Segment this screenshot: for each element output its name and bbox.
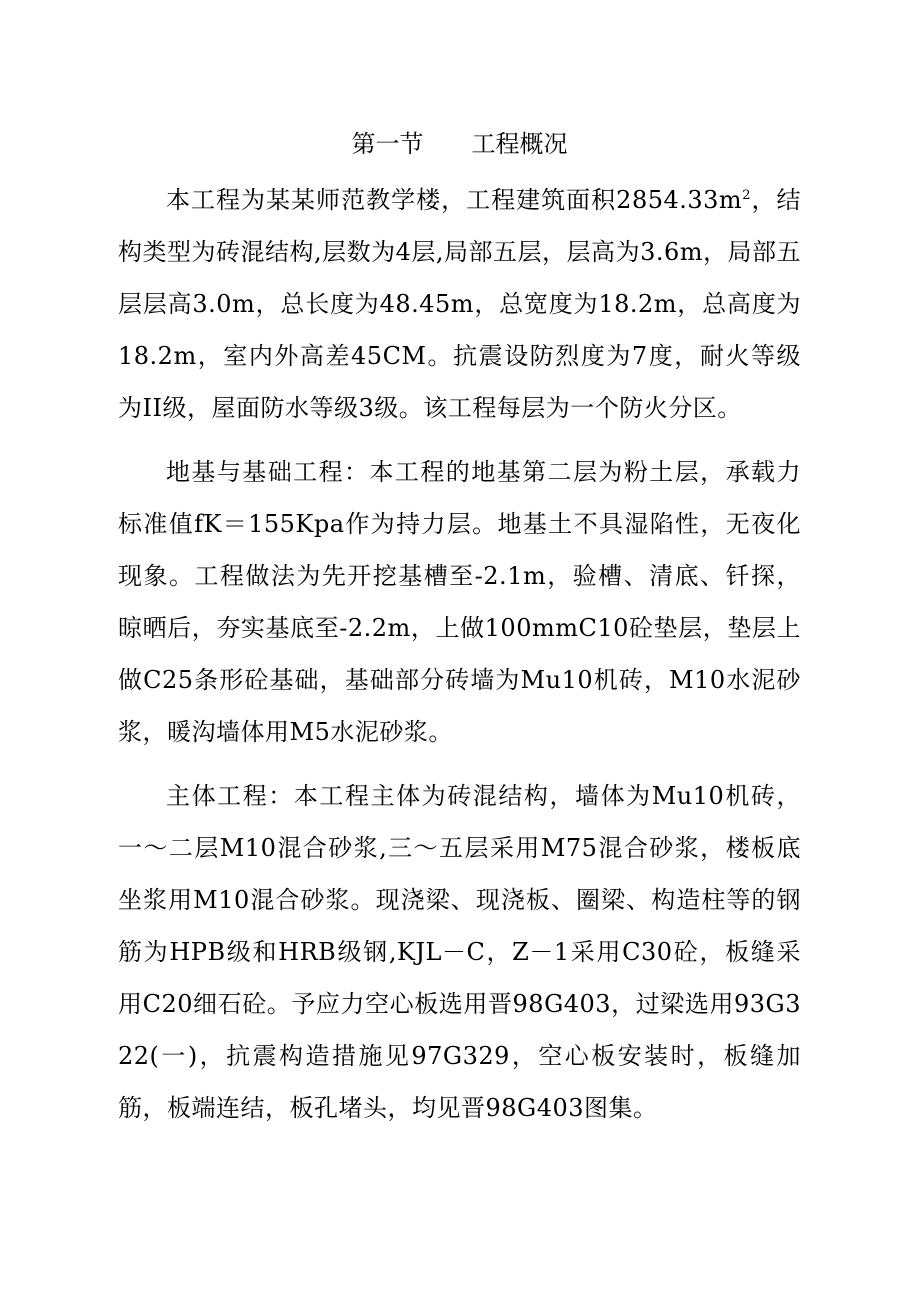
paragraph-foundation: 地基与基础工程：本工程的地基第二层为粉土层，承载力标准值fK＝155Kpa作为持力层。地基土不具湿陷性，无夜化现象。工程做法为先开挖基槽至-2.1m，验槽、清底、钎探，晾晒后，夯实基底至-2.2m，上做100mmC10砼垫层，垫层上做C25条形砼基础，基础部分砖墙为Mu10机砖，M10水泥砂浆，暖沟墙体用M5水泥砂浆。 xyxy=(118,458,801,746)
section-title: 第一节 工程概况 xyxy=(351,130,568,158)
overview-text-start: 本工程为某某师范教学楼，工程建筑面积2854.33m xyxy=(166,186,743,214)
document-body xyxy=(118,122,801,1146)
paragraph-main-structure: 主体工程：本工程主体为砖混结构，墙体为Mu10机砖，一～二层M10混合砂浆,三～五层采用M75混合砂浆，楼板底坐浆用M10混合砂浆。现浇梁、现浇板、圈梁、构造柱等的钢筋为HPB级和HRB级钢,KJL－C，Z－1采用C30砼，板缝采用C20细石砼。予应力空心板选用晋98G403，过梁选用93G322(一)，抗震构造措施见97G329，空心板安装时，板缝加筋，板端连结，板孔堵头，均见晋98G403图集。 xyxy=(118,782,801,1122)
paragraph-overview xyxy=(118,174,801,434)
overview-text-rest: ，结构类型为砖混结构,层数为4层,局部五层，层高为3.6m，局部五层层高3.0m，总长度为48.45m，总宽度为18.2m，总高度为18.2m，室内外高差45CM。抗震设防烈度为7度，耐火等级为II级，屋面防水等级3级。该工程每层为一个防火分区。 xyxy=(118,186,801,422)
area-unit-superscript: 2 xyxy=(742,188,751,203)
